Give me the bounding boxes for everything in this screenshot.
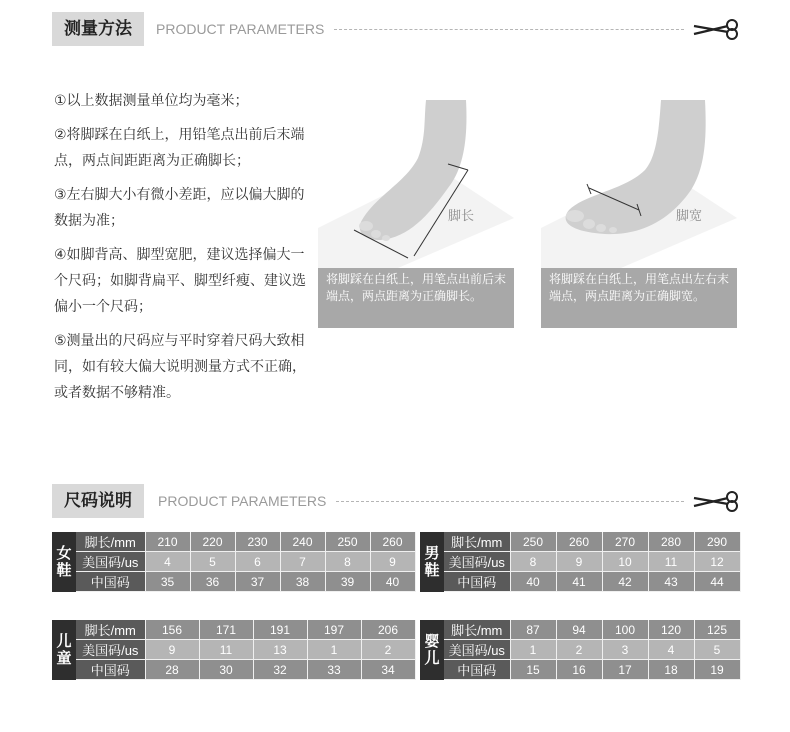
women-size-table — [52, 532, 415, 592]
instruction-3: ③左右脚大小有微小差距，应以偏大脚的数据为准； — [54, 187, 305, 229]
measure-section-title: 测量方法 — [52, 12, 144, 46]
table-row — [76, 620, 415, 640]
table-cell: 36 — [190, 572, 235, 592]
baby-size-table — [420, 620, 740, 680]
foot-length-illustration — [318, 98, 514, 268]
table-cell: 40 — [370, 572, 415, 592]
table-cell: 94 — [556, 620, 602, 640]
row-label-us: 美国码/us — [76, 640, 145, 660]
table-cell: 8 — [325, 552, 370, 572]
table-row — [76, 552, 415, 572]
instruction-4: ④如脚背高、脚型宽肥，建议选择偏大一个尺码；如脚背扁平、脚型纤瘦、建议选偏小一个尺码； — [54, 247, 306, 315]
table-cell: 3 — [602, 640, 648, 660]
men-size-grid — [444, 532, 741, 592]
table-cell: 17 — [602, 660, 648, 680]
foot-width-illustration — [541, 98, 737, 268]
table-row — [76, 532, 415, 552]
table-cell: 100 — [602, 620, 648, 640]
table-cell: 9 — [556, 552, 602, 572]
baby-label-char-2: 儿 — [424, 649, 440, 667]
table-row — [444, 640, 740, 660]
table-cell: 171 — [199, 620, 253, 640]
table-cell: 290 — [694, 532, 740, 552]
table-cell: 260 — [556, 532, 602, 552]
table-row — [444, 572, 740, 592]
baby-size-grid — [444, 620, 741, 680]
table-cell: 156 — [145, 620, 199, 640]
table-cell: 8 — [510, 552, 556, 572]
table-cell: 5 — [190, 552, 235, 572]
header-dashed-line — [336, 501, 684, 502]
women-label-char-1: 女 — [56, 544, 72, 562]
row-label-cn: 中国码 — [76, 660, 145, 680]
table-cell: 260 — [370, 532, 415, 552]
scissors-icon — [692, 17, 742, 41]
size-section-subtitle: PRODUCT PARAMETERS — [158, 493, 327, 509]
men-label-char-2: 鞋 — [424, 561, 440, 579]
row-label-cn: 中国码 — [444, 660, 510, 680]
table-cell: 5 — [694, 640, 740, 660]
table-cell: 4 — [648, 640, 694, 660]
table-cell: 13 — [253, 640, 307, 660]
table-row — [76, 660, 415, 680]
table-cell: 43 — [648, 572, 694, 592]
table-cell: 40 — [510, 572, 556, 592]
table-cell: 44 — [694, 572, 740, 592]
foot-width-panel — [541, 98, 737, 330]
table-cell: 4 — [145, 552, 190, 572]
measure-section-subtitle: PRODUCT PARAMETERS — [156, 21, 325, 37]
table-cell: 37 — [235, 572, 280, 592]
kids-label-char-1: 儿 — [56, 632, 72, 650]
instruction-2: ②将脚踩在白纸上，用铅笔点出前后末端点，两点间距距离为正确脚长； — [54, 127, 305, 169]
table-row — [444, 532, 740, 552]
table-row — [76, 640, 415, 660]
table-cell: 210 — [145, 532, 190, 552]
instruction-5: ⑤测量出的尺码应与平时穿着尺码大致相同，如有较大偏大说明测量方式不正确，或者数据不够精准。 — [54, 333, 306, 401]
row-label-cn: 中国码 — [444, 572, 510, 592]
table-cell: 6 — [235, 552, 280, 572]
table-cell: 30 — [199, 660, 253, 680]
table-cell: 120 — [648, 620, 694, 640]
row-label-length: 脚长/mm — [444, 620, 510, 640]
baby-label-char-1: 婴 — [424, 632, 440, 650]
men-label-char-1: 男 — [424, 544, 440, 562]
table-cell: 11 — [648, 552, 694, 572]
table-cell: 250 — [325, 532, 370, 552]
kids-label-char-2: 童 — [56, 649, 72, 667]
table-cell: 19 — [694, 660, 740, 680]
table-row — [444, 620, 740, 640]
table-cell: 42 — [602, 572, 648, 592]
instruction-1: ①以上数据测量单位均为毫米； — [54, 93, 249, 109]
measure-instructions — [54, 88, 314, 406]
row-label-length: 脚长/mm — [76, 532, 145, 552]
table-cell: 33 — [307, 660, 361, 680]
size-section-title: 尺码说明 — [52, 484, 144, 518]
row-label-us: 美国码/us — [76, 552, 145, 572]
table-cell: 32 — [253, 660, 307, 680]
scissors-icon — [692, 489, 742, 513]
women-label — [52, 532, 76, 592]
foot-length-label: 脚长 — [448, 209, 475, 224]
table-cell: 197 — [307, 620, 361, 640]
table-cell: 1 — [510, 640, 556, 660]
row-label-cn: 中国码 — [76, 572, 145, 592]
women-label-char-2: 鞋 — [56, 561, 72, 579]
table-cell: 87 — [510, 620, 556, 640]
table-cell: 2 — [361, 640, 415, 660]
table-row — [76, 572, 415, 592]
table-cell: 125 — [694, 620, 740, 640]
kids-size-grid — [76, 620, 416, 680]
table-cell: 191 — [253, 620, 307, 640]
table-cell: 28 — [145, 660, 199, 680]
header-dashed-line — [334, 29, 684, 30]
men-size-table — [420, 532, 740, 592]
table-cell: 2 — [556, 640, 602, 660]
table-cell: 41 — [556, 572, 602, 592]
table-cell: 9 — [370, 552, 415, 572]
table-cell: 270 — [602, 532, 648, 552]
table-cell: 35 — [145, 572, 190, 592]
table-cell: 9 — [145, 640, 199, 660]
table-cell: 7 — [280, 552, 325, 572]
table-cell: 280 — [648, 532, 694, 552]
men-label — [420, 532, 444, 592]
measure-section-header — [52, 12, 742, 46]
table-cell: 12 — [694, 552, 740, 572]
table-cell: 240 — [280, 532, 325, 552]
row-label-us: 美国码/us — [444, 552, 510, 572]
baby-label — [420, 620, 444, 680]
table-cell: 39 — [325, 572, 370, 592]
table-cell: 38 — [280, 572, 325, 592]
foot-length-panel — [318, 98, 514, 330]
table-cell: 15 — [510, 660, 556, 680]
row-label-length: 脚长/mm — [444, 532, 510, 552]
table-cell: 18 — [648, 660, 694, 680]
table-cell: 250 — [510, 532, 556, 552]
women-size-grid — [76, 532, 416, 592]
table-cell: 220 — [190, 532, 235, 552]
kids-label — [52, 620, 76, 680]
foot-width-caption: 将脚踩在白纸上，用笔点出左右末端点，两点距离为正确脚宽。 — [541, 268, 737, 328]
table-cell: 34 — [361, 660, 415, 680]
table-row — [444, 552, 740, 572]
size-section-header — [52, 484, 742, 518]
table-cell: 16 — [556, 660, 602, 680]
table-cell: 10 — [602, 552, 648, 572]
table-cell: 11 — [199, 640, 253, 660]
table-cell: 230 — [235, 532, 280, 552]
table-row — [444, 660, 740, 680]
foot-length-caption: 将脚踩在白纸上，用笔点出前后末端点，两点距离为正确脚长。 — [318, 268, 514, 328]
row-label-us: 美国码/us — [444, 640, 510, 660]
kids-size-table — [52, 620, 415, 680]
row-label-length: 脚长/mm — [76, 620, 145, 640]
table-cell: 206 — [361, 620, 415, 640]
foot-width-label: 脚宽 — [676, 209, 703, 224]
table-cell: 1 — [307, 640, 361, 660]
